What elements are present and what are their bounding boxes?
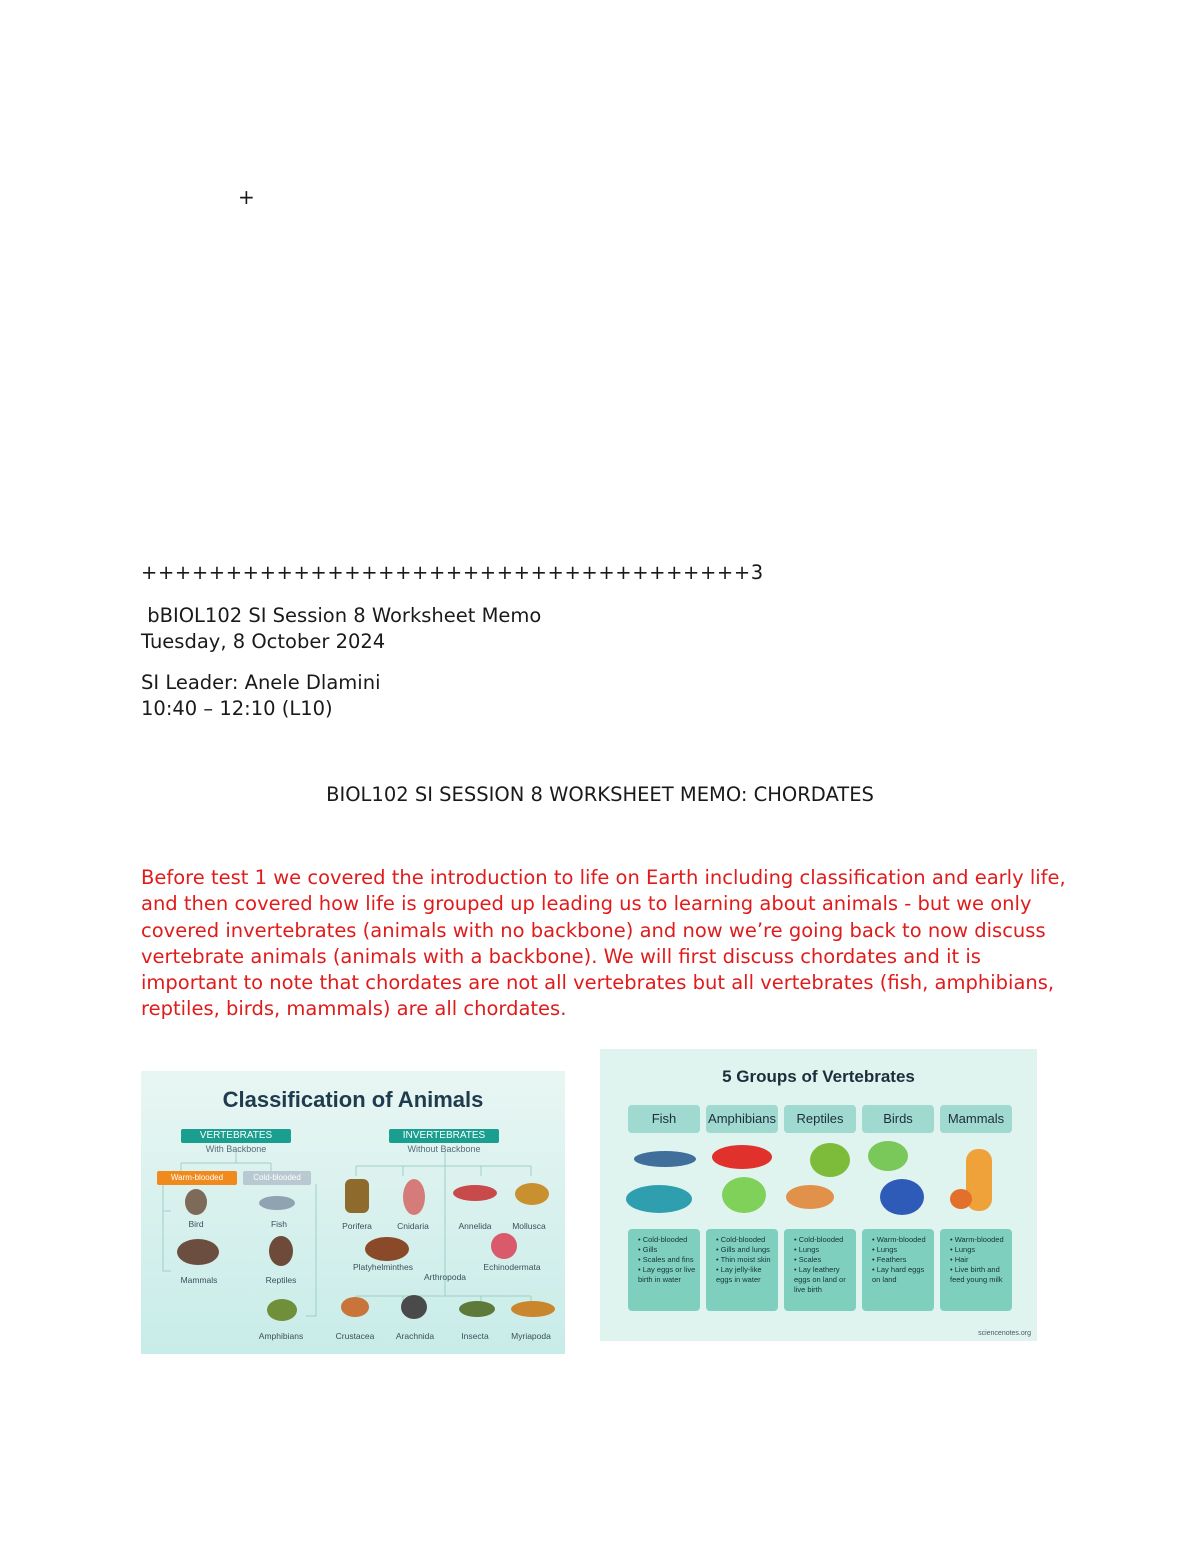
session-date: Tuesday, 8 October 2024 (141, 630, 386, 653)
turtle-image (786, 1185, 834, 1209)
fish-image (626, 1185, 692, 1213)
trait-item: • Scales and fins (638, 1255, 700, 1265)
fish-label: Fish (270, 1219, 288, 1229)
group-tab-reptiles: Reptiles (784, 1105, 856, 1133)
reptile-image (269, 1236, 293, 1266)
mollusca-label: Mollusca (512, 1221, 546, 1231)
trait-item: • Lay jelly-like eggs in water (716, 1265, 778, 1285)
bird-label: Bird (188, 1219, 204, 1229)
classification-of-animals-figure (141, 1071, 565, 1354)
trait-item: • Thin moist skin (716, 1255, 778, 1265)
hummingbird-image (868, 1141, 908, 1171)
chameleon-image (810, 1143, 850, 1177)
myriapoda-label: Myriapoda (511, 1331, 551, 1341)
trait-item: • Lungs (872, 1245, 934, 1255)
echinodermata-image (491, 1233, 517, 1259)
crustacea-image (341, 1297, 369, 1317)
trait-item: • Warm-blooded (872, 1235, 934, 1245)
trait-item: • Live birth and feed young milk (950, 1265, 1012, 1285)
invertebrates-pill: INVERTEBRATES (389, 1129, 499, 1143)
traits-box-mammals (940, 1229, 1012, 1311)
figure2-title: 5 Groups of Vertebrates (722, 1067, 915, 1086)
vertebrates-subtitle: With Backbone (205, 1144, 267, 1154)
crustacea-label: Crustacea (335, 1331, 375, 1341)
reptiles-label: Reptiles (265, 1275, 297, 1285)
annelida-label: Annelida (458, 1221, 492, 1231)
cold-blooded-pill: Cold-blooded (243, 1171, 311, 1185)
cnidaria-image (403, 1179, 425, 1215)
figure2-credit: sciencenotes.org (978, 1330, 1031, 1337)
trait-item: • Gills (638, 1245, 700, 1255)
figure1-title: Classification of Animals (222, 1087, 484, 1112)
traits-box-amphibians (706, 1229, 778, 1311)
session-time: 10:40 – 12:10 (L10) (141, 697, 333, 720)
trait-item: • Cold-blooded (794, 1235, 856, 1245)
platyhelminthes-image (365, 1237, 409, 1261)
platyhelminthes-label: Platyhelminthes (352, 1262, 413, 1272)
si-leader: SI Leader: Anele Dlamini (141, 671, 381, 694)
mammal-image (177, 1239, 219, 1265)
vertebrates-pill: VERTEBRATES (181, 1129, 291, 1143)
traits-box-birds (862, 1229, 934, 1311)
group-tab-mammals: Mammals (940, 1105, 1012, 1133)
leader-info (141, 670, 381, 722)
warm-blooded-pill: Warm-blooded (157, 1171, 237, 1185)
arthropoda-label: Arthropoda (423, 1272, 467, 1282)
document-header (141, 603, 541, 655)
amphibians-label: Amphibians (258, 1331, 304, 1341)
trait-item: • Gills and lungs (716, 1245, 778, 1255)
stray-plus-mark: + (238, 185, 255, 209)
trait-item: • Lungs (950, 1245, 1012, 1255)
porifera-label: Porifera (342, 1221, 372, 1231)
echinodermata-label: Echinodermata (483, 1262, 541, 1272)
trait-item: • Lay eggs or live birth in water (638, 1265, 700, 1285)
trait-item: • Warm-blooded (950, 1235, 1012, 1245)
traits-box-fish (628, 1229, 700, 1311)
insecta-image (459, 1301, 495, 1317)
invertebrates-subtitle: Without Backbone (407, 1144, 481, 1154)
plus-sign-row: ++++++++++++++++++++++++++++++++++++3 (141, 561, 764, 584)
arachnida-label: Arachnida (395, 1331, 435, 1341)
group-tab-birds: Birds (862, 1105, 934, 1133)
trait-item: • Scales (794, 1255, 856, 1265)
mollusca-image (515, 1183, 549, 1205)
arachnida-image (401, 1295, 427, 1319)
cnidaria-label: Cnidaria (397, 1221, 429, 1231)
trait-item: • Cold-blooded (638, 1235, 700, 1245)
porifera-image (345, 1179, 369, 1213)
trait-item: • Feathers (872, 1255, 934, 1265)
page-title: BIOL102 SI SESSION 8 WORKSHEET MEMO: CHORDATES (326, 783, 874, 806)
myriapoda-image (511, 1301, 555, 1317)
group-tab-amphibians: Amphibians (706, 1105, 778, 1133)
intro-paragraph: Before test 1 we covered the introduction to life on Earth including classification and early life, and then covered how life is grouped up leading us to learning about animals - but we only covered invertebrates (animals with no backbone) and now we’re going back to now discuss vertebrate animals (animals with a backbone). We will first discuss chordates and it is important to note that chordates are not all vertebrates but all vertebrates (fish, amphibians, reptiles, birds, mammals) are all chordates. (141, 866, 1066, 1021)
mammals-label: Mammals (180, 1275, 218, 1285)
annelida-image (453, 1185, 497, 1201)
traits-box-reptiles (784, 1229, 856, 1311)
trait-item: • Cold-blooded (716, 1235, 778, 1245)
course-line: bBIOL102 SI Session 8 Worksheet Memo (141, 604, 542, 627)
trait-item: • Hair (950, 1255, 1012, 1265)
fox-image (950, 1189, 972, 1209)
bird-image (185, 1189, 207, 1215)
group-tab-fish: Fish (628, 1105, 700, 1133)
trait-item: • Lay leathery eggs on land or live birth (794, 1265, 856, 1295)
insecta-label: Insecta (461, 1331, 489, 1341)
bird-image (880, 1179, 924, 1215)
five-groups-of-vertebrates-figure (600, 1049, 1037, 1341)
tuna-image (634, 1151, 696, 1167)
trait-item: • Lungs (794, 1245, 856, 1255)
frog-image (722, 1177, 766, 1213)
amphibian-image (267, 1299, 297, 1321)
fish-image (259, 1196, 295, 1210)
trait-item: • Lay hard eggs on land (872, 1265, 934, 1285)
salamander-image (712, 1145, 772, 1169)
